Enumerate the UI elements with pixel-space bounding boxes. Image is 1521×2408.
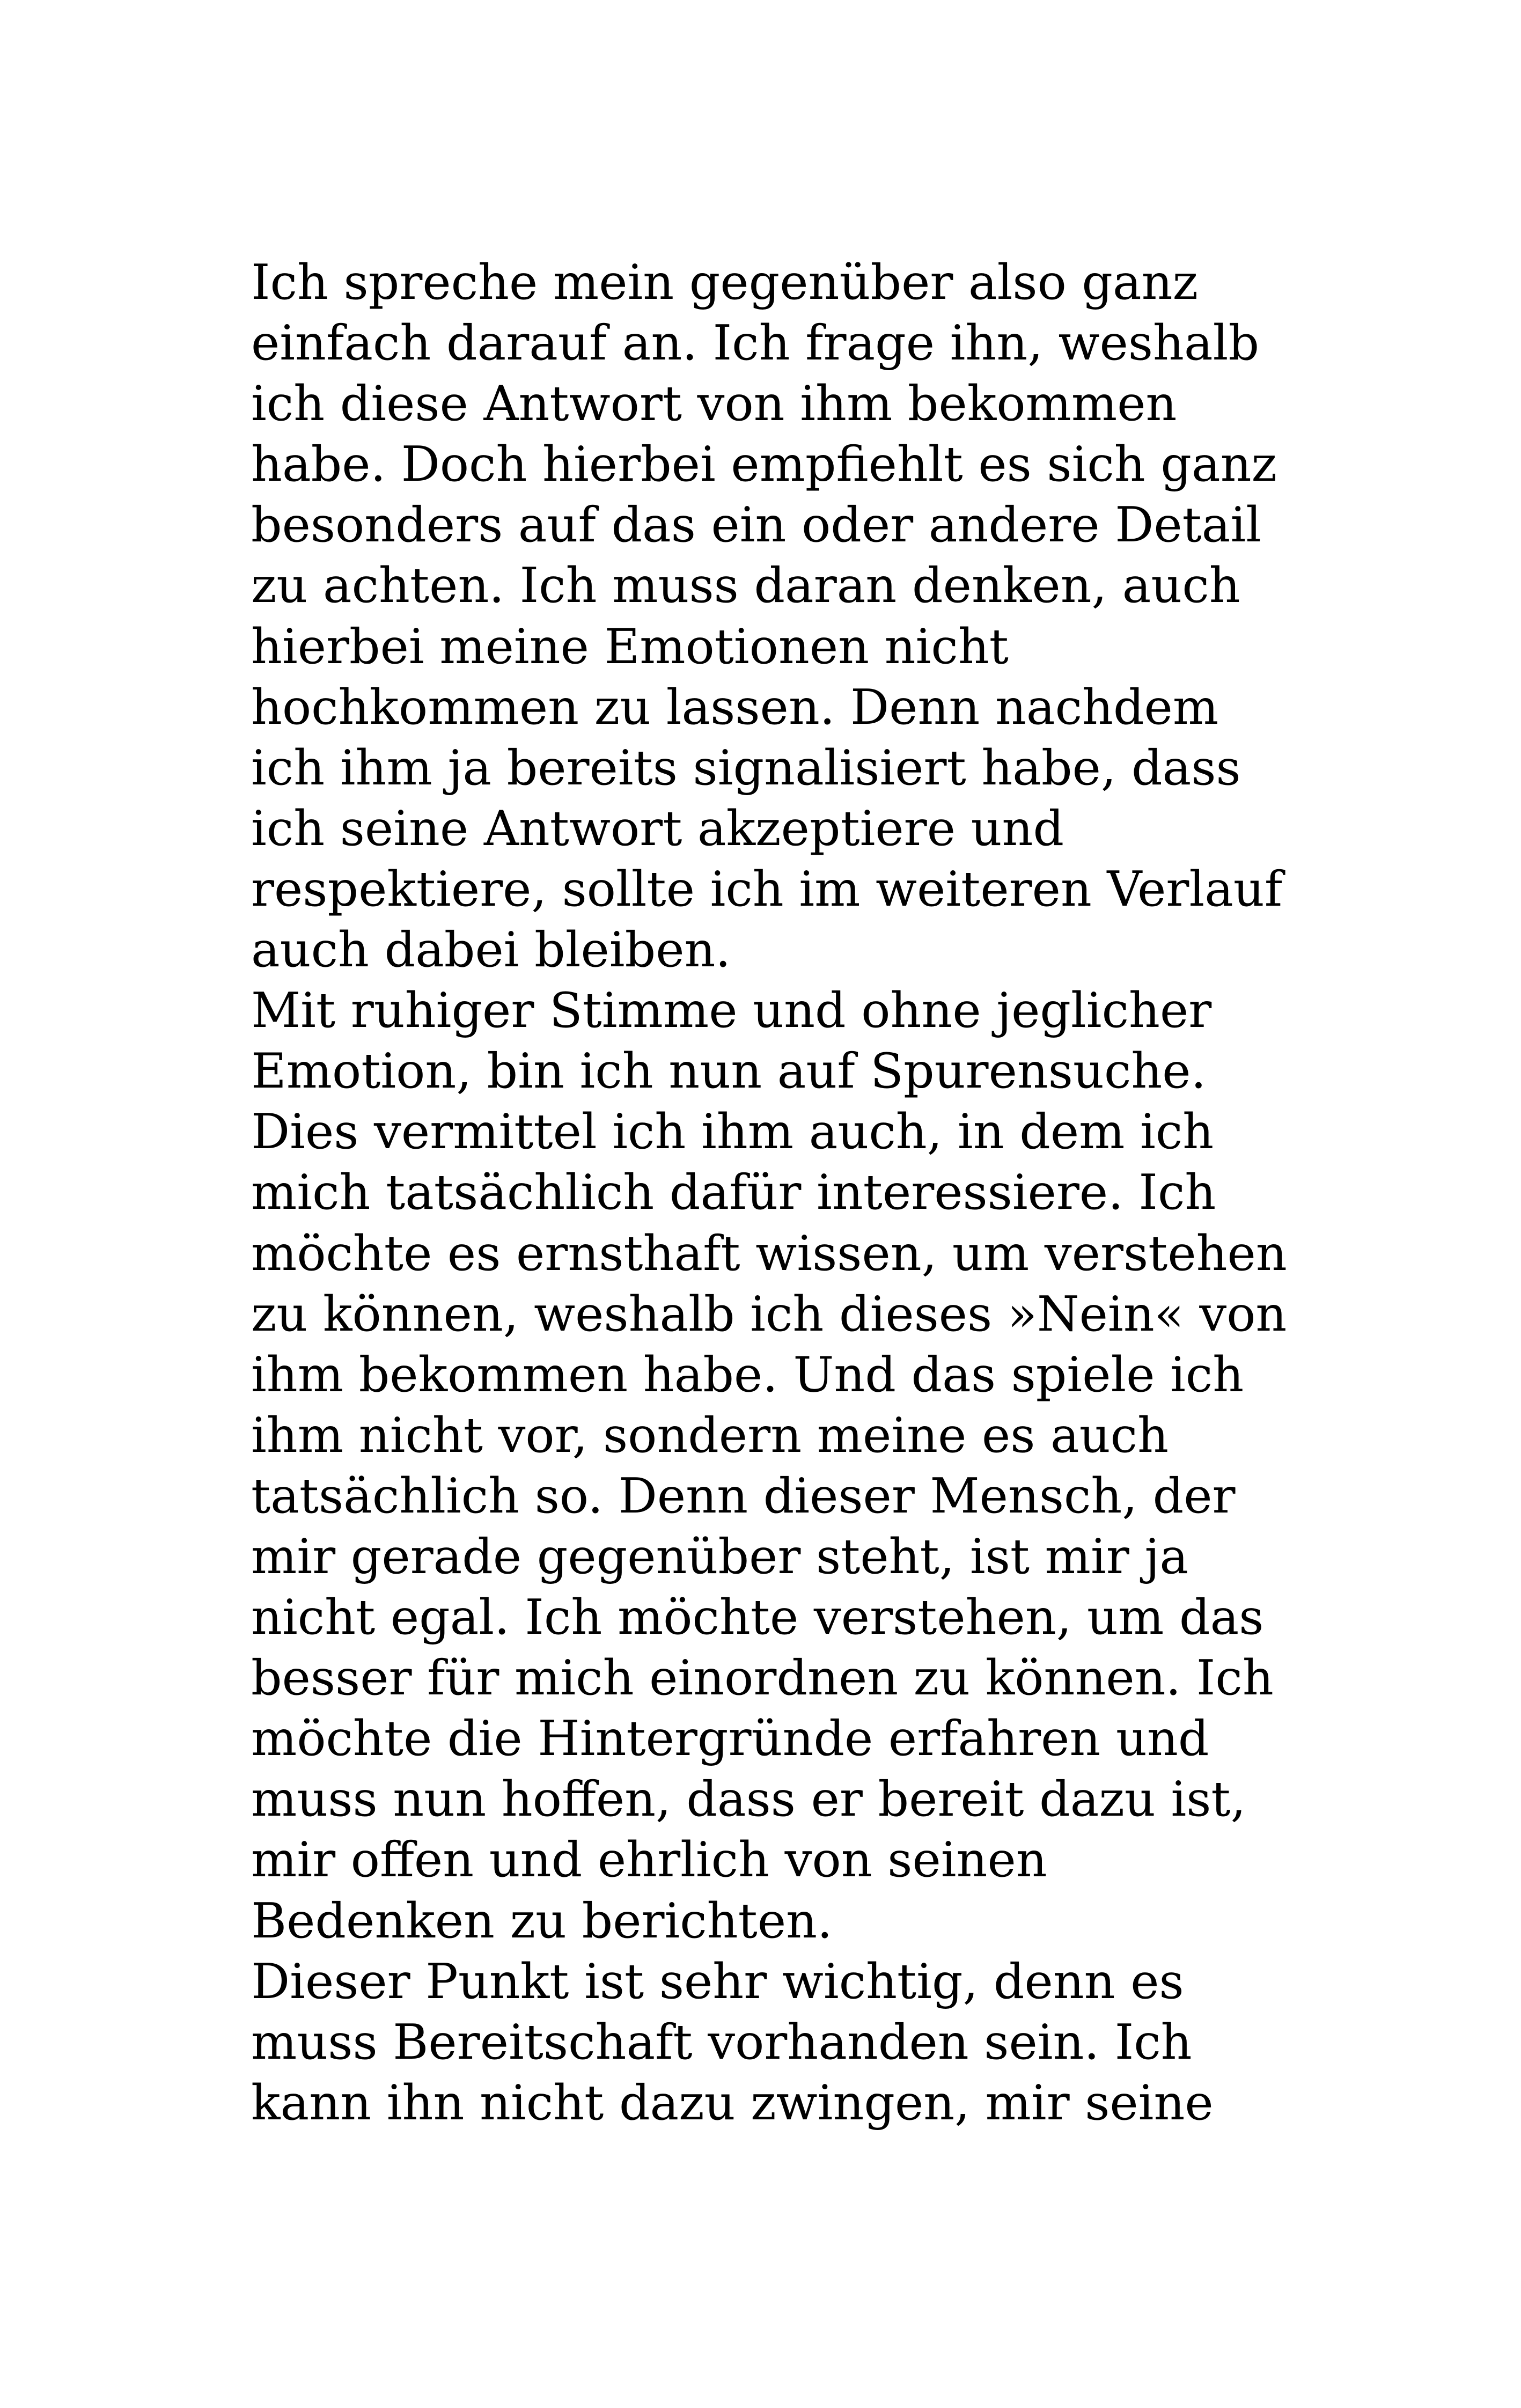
text-line: Ich spreche mein gegenüber also ganz bbox=[251, 254, 1199, 311]
text-line: ich diese Antwort von ihm bekommen bbox=[251, 376, 1177, 432]
text-line: zu können, weshalb ich dieses »Nein« von bbox=[251, 1286, 1287, 1342]
text-line: kann ihn nicht dazu zwingen, mir seine bbox=[251, 2074, 1214, 2131]
text-line: mir gerade gegenüber steht, ist mir ja bbox=[251, 1528, 1189, 1585]
text-line: möchte es ernsthaft wissen, um verstehen bbox=[251, 1225, 1287, 1282]
text-line: Dieser Punkt ist sehr wichtig, denn es bbox=[251, 1953, 1184, 2010]
text-line: Emotion, bin ich nun auf Spurensuche. bbox=[251, 1043, 1207, 1100]
text-line: Mit ruhiger Stimme und ohne jeglicher bbox=[251, 982, 1212, 1039]
text-line: ich seine Antwort akzeptiere und bbox=[251, 800, 1064, 857]
body-text bbox=[251, 252, 1303, 2133]
text-line: einfach darauf an. Ich frage ihn, weshalb bbox=[251, 315, 1260, 372]
text-line: habe. Doch hierbei empfiehlt es sich ganz bbox=[251, 436, 1277, 493]
text-line: Dies vermittel ich ihm auch, in dem ich bbox=[251, 1104, 1214, 1161]
text-line: muss nun hoffen, dass er bereit dazu ist, bbox=[251, 1771, 1246, 1828]
text-line: möchte die Hintergründe erfahren und bbox=[251, 1710, 1209, 1767]
text-line: mir offen und ehrlich von seinen bbox=[251, 1832, 1047, 1889]
text-line: ihm nicht vor, sondern meine es auch bbox=[251, 1407, 1169, 1464]
text-line: besonders auf das ein oder andere Detail bbox=[251, 497, 1262, 554]
text-line: tatsächlich so. Denn dieser Mensch, der bbox=[251, 1467, 1236, 1524]
text-line: Bedenken zu berichten. bbox=[251, 1892, 833, 1949]
text-line: zu achten. Ich muss daran denken, auch bbox=[251, 557, 1240, 614]
text-line: respektiere, sollte ich im weiteren Verlauf bbox=[251, 861, 1283, 917]
text-line: besser für mich einordnen zu können. Ich bbox=[251, 1650, 1274, 1707]
text-line: nicht egal. Ich möchte verstehen, um das bbox=[251, 1589, 1264, 1646]
text-line: auch dabei bleiben. bbox=[251, 922, 731, 979]
text-line: ich ihm ja bereits signalisiert habe, dass bbox=[251, 739, 1241, 796]
text-line: mich tatsächlich dafür interessiere. Ich bbox=[251, 1164, 1216, 1221]
text-line: muss Bereitschaft vorhanden sein. Ich bbox=[251, 2014, 1192, 2071]
text-line: hochkommen zu lassen. Denn nachdem bbox=[251, 679, 1219, 736]
text-line: hierbei meine Emotionen nicht bbox=[251, 618, 1009, 675]
text-line: ihm bekommen habe. Und das spiele ich bbox=[251, 1346, 1244, 1403]
